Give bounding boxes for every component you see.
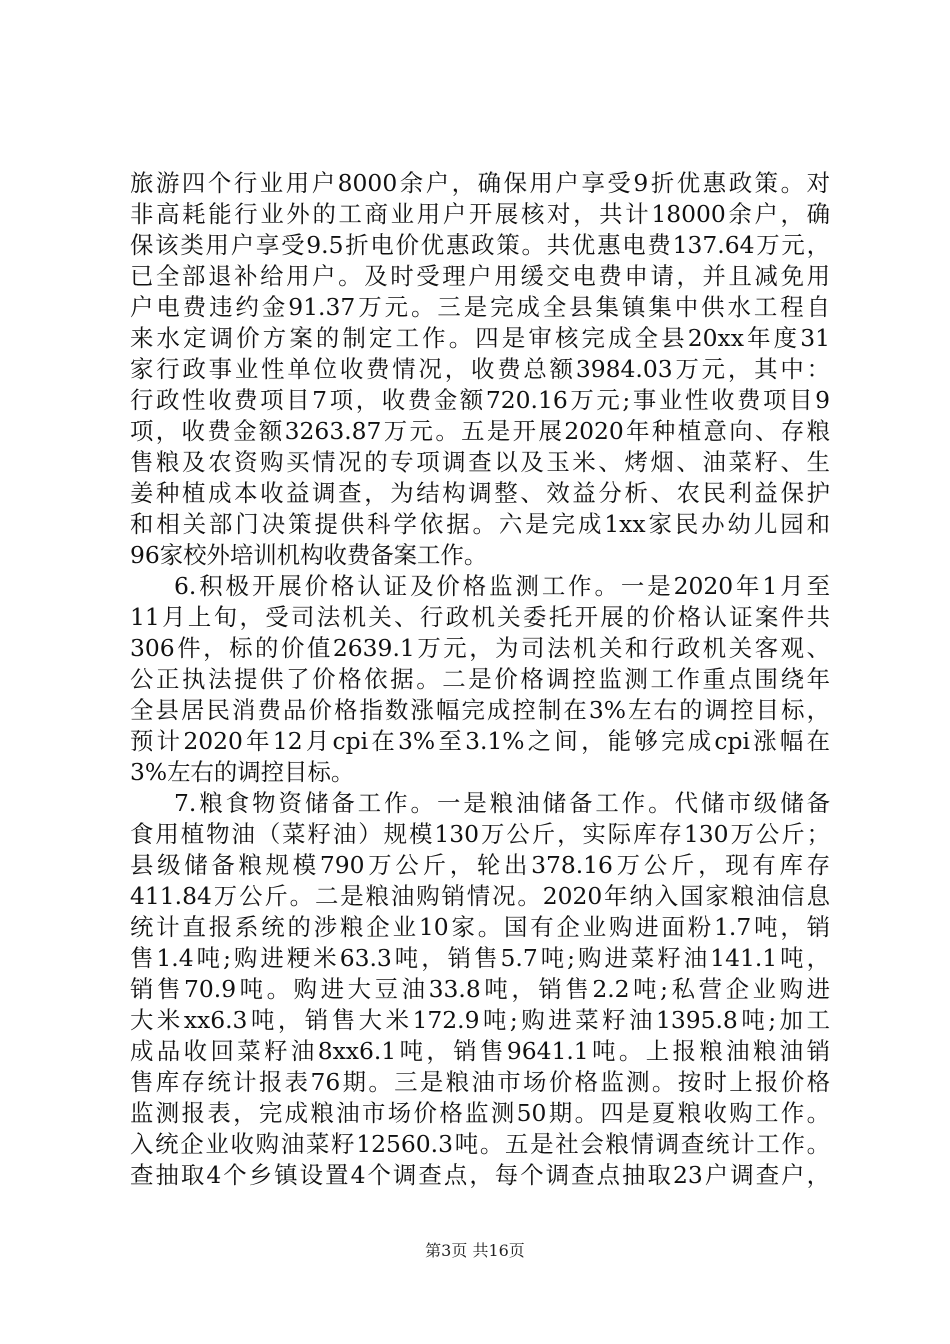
text-line: 大米xx6.3吨，销售大米172.9吨;购进菜籽油1395.8吨;加工 [130, 1006, 830, 1034]
text-line: 已全部退补给用户。及时受理户用缓交电费申请，并且减免用 [130, 262, 830, 290]
text-line: 销售70.9吨。购进大豆油33.8吨，销售2.2吨;私营企业购进 [130, 975, 830, 1003]
text-line: 全县居民消费品价格指数涨幅完成控制在3%左右的调控目标， [130, 696, 830, 724]
text-line: 项，收费金额3263.87万元。五是开展2020年种植意向、存粮 [130, 417, 830, 445]
paragraph-utility-pricing [130, 168, 830, 571]
paragraph-grain-reserve [130, 788, 830, 1191]
text-line: 姜种植成本收益调查，为结构调整、效益分析、农民利益保护 [130, 479, 830, 507]
text-line: 户电费违约金91.37万元。三是完成全县集镇集中供水工程自 [130, 293, 830, 321]
document-body [130, 168, 830, 1191]
text-line: 售粮及农资购买情况的专项调查以及玉米、烤烟、油菜籽、生 [130, 448, 830, 476]
text-line: 公正执法提供了价格依据。二是价格调控监测工作重点围绕年 [130, 665, 830, 693]
text-line: 入统企业收购油菜籽12560.3吨。五是社会粮情调查统计工作。 [130, 1130, 830, 1158]
text-line: 预计2020年12月cpi在3%至3.1%之间，能够完成cpi涨幅在 [130, 727, 830, 755]
text-line: 非高耗能行业外的工商业用户开展核对，共计18000余户，确 [130, 200, 830, 228]
text-line: 来水定调价方案的制定工作。四是审核完成全县20xx年度31 [130, 324, 830, 352]
text-line: 监测报表，完成粮油市场价格监测50期。四是夏粮收购工作。 [130, 1099, 830, 1127]
text-line: 家行政事业性单位收费情况，收费总额3984.03万元，其中： [130, 355, 830, 383]
text-line: 食用植物油（菜籽油）规模130万公斤，实际库存130万公斤； [130, 820, 830, 848]
paragraph-price-certification [130, 571, 830, 788]
text-line: 306件，标的价值2639.1万元，为司法机关和行政机关客观、 [130, 634, 830, 662]
text-line: 旅游四个行业用户8000余户，确保用户享受9折优惠政策。对 [130, 169, 830, 197]
text-line: 保该类用户享受9.5折电价优惠政策。共优惠电费137.64万元， [130, 231, 830, 259]
text-line: 售1.4吨;购进粳米63.3吨，销售5.7吨;购进菜籽油141.1吨， [130, 944, 830, 972]
text-line: 11月上旬，受司法机关、行政机关委托开展的价格认证案件共 [130, 603, 830, 631]
text-line: 查抽取4个乡镇设置4个调查点，每个调查点抽取23户调查户， [130, 1161, 830, 1189]
text-line: 7.粮食物资储备工作。一是粮油储备工作。代储市级储备 [174, 789, 830, 817]
text-line: 3%左右的调控目标。 [130, 758, 355, 786]
text-line: 售库存统计报表76期。三是粮油市场价格监测。按时上报价格 [130, 1068, 830, 1096]
text-line: 行政性收费项目7项，收费金额720.16万元;事业性收费项目9 [130, 386, 830, 414]
text-line: 96家校外培训机构收费备案工作。 [130, 541, 488, 569]
text-line: 成品收回菜籽油8xx6.1吨，销售9641.1吨。上报粮油粮油销 [130, 1037, 830, 1065]
text-line: 6.积极开展价格认证及价格监测工作。一是2020年1月至 [174, 572, 830, 600]
text-line: 统计直报系统的涉粮企业10家。国有企业购进面粉1.7吨，销 [130, 913, 830, 941]
text-line: 411.84万公斤。二是粮油购销情况。2020年纳入国家粮油信息 [130, 882, 830, 910]
text-line: 县级储备粮规模790万公斤，轮出378.16万公斤，现有库存 [130, 851, 830, 879]
text-line: 和相关部门决策提供科学依据。六是完成1xx家民办幼儿园和 [130, 510, 830, 538]
page-number-footer: 第3页 共16页 [425, 1241, 525, 1260]
